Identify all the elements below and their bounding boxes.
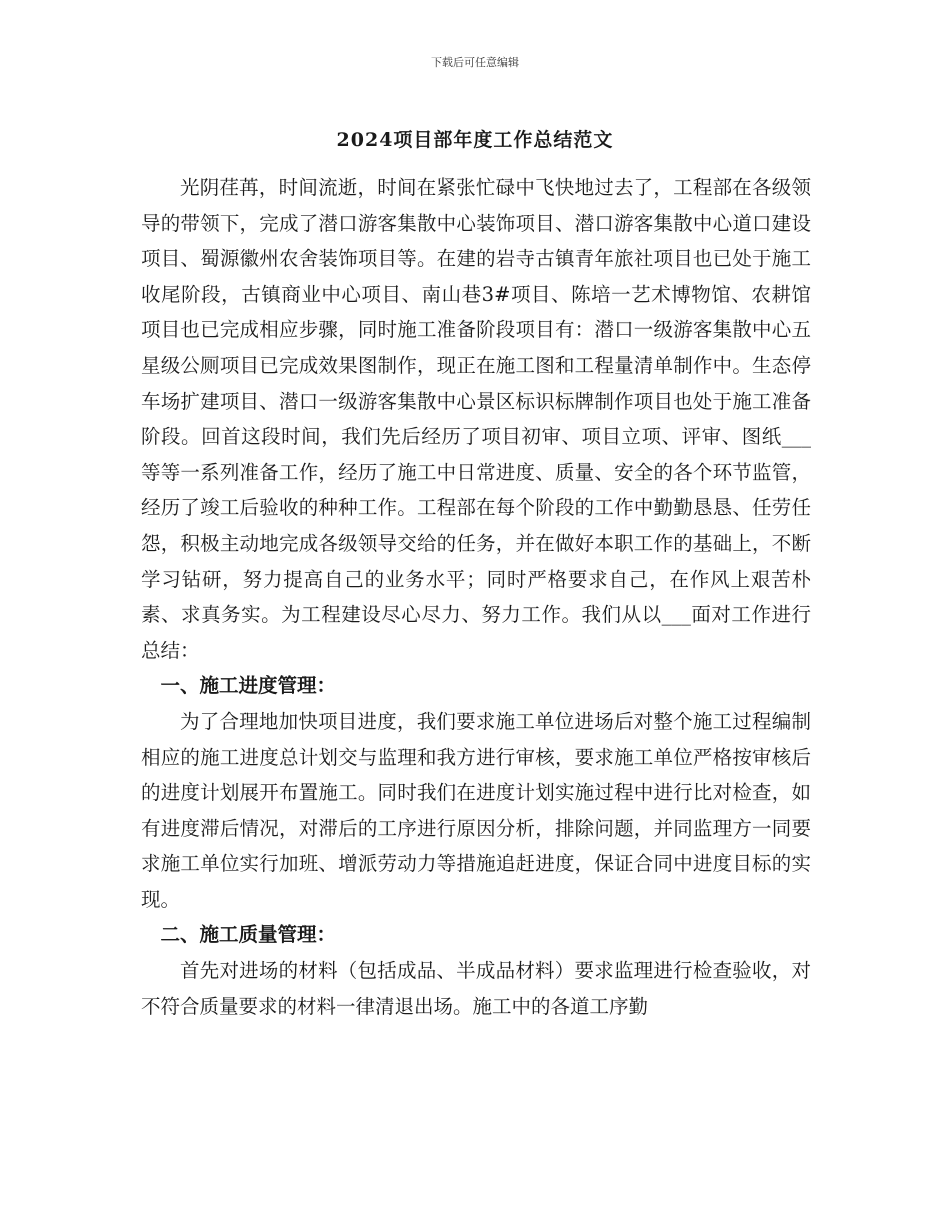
section-paragraph-quality: 首先对进场的材料（包括成品、半成品材料）要求监理进行检查验收，对不符合质量要求的材料一律清退出场。施工中的各道工序勤: [141, 959, 811, 1018]
header-note: 下载后可任意编辑: [431, 56, 519, 69]
section-paragraph-progress: 为了合理地加快项目进度，我们要求施工单位进场后对整个施工过程编制相应的施工进度总计划交与监理和我方进行审核，要求施工单位严格按审核后的进度计划展开布置施工。同时我们在进度计划实施过程中进行比对检查，如有进度滞后情况，对滞后的工序进行原因分析，排除问题，并同监理方一同要求施工单位实行加班、增派劳动力等措施追赶进度，保证合同中进度目标的实现。: [141, 709, 811, 911]
document-title: 2024项目部年度工作总结范文: [336, 129, 614, 151]
document-body: [141, 170, 811, 1024]
section-heading-quality: 二、施工质量管理：: [160, 923, 337, 947]
intro-paragraph: 光阴荏苒，时间流逝，时间在紧张忙碌中飞快地过去了，工程部在各级领导的带领下，完成了潜口游客集散中心装饰项目、潜口游客集散中心道口建设项目、蜀源徽州农舍装饰项目等。在建的岩寺古镇青年旅社项目也已处于施工收尾阶段，古镇商业中心项目、南山巷3#项目、陈培一艺术博物馆、农耕馆项目也已完成相应步骤，同时施工准备阶段项目有：潜口一级游客集散中心五星级公厕项目已完成效果图制作，现正在施工图和工程量清单制作中。生态停车场扩建项目、潜口一级游客集散中心景区标识标牌制作项目也处于施工准备阶段。回首这段时间，我们先后经历了项目初审、项目立项、评审、图纸___等等一系列准备工作，经历了施工中日常进度、质量、安全的各个环节监管，经历了竣工后验收的种种工作。工程部在每个阶段的工作中勤勤恳恳、任劳任怨，积极主动地完成各级领导交给的任务，并在做好本职工作的基础上，不断学习钻研，努力提高自己的业务水平；同时严格要求自己，在作风上艰苦朴素、求真务实。为工程建设尽心尽力、努力工作。我们从以___面对工作进行总结：: [141, 176, 811, 662]
section-heading-progress: 一、施工进度管理：: [160, 674, 337, 698]
